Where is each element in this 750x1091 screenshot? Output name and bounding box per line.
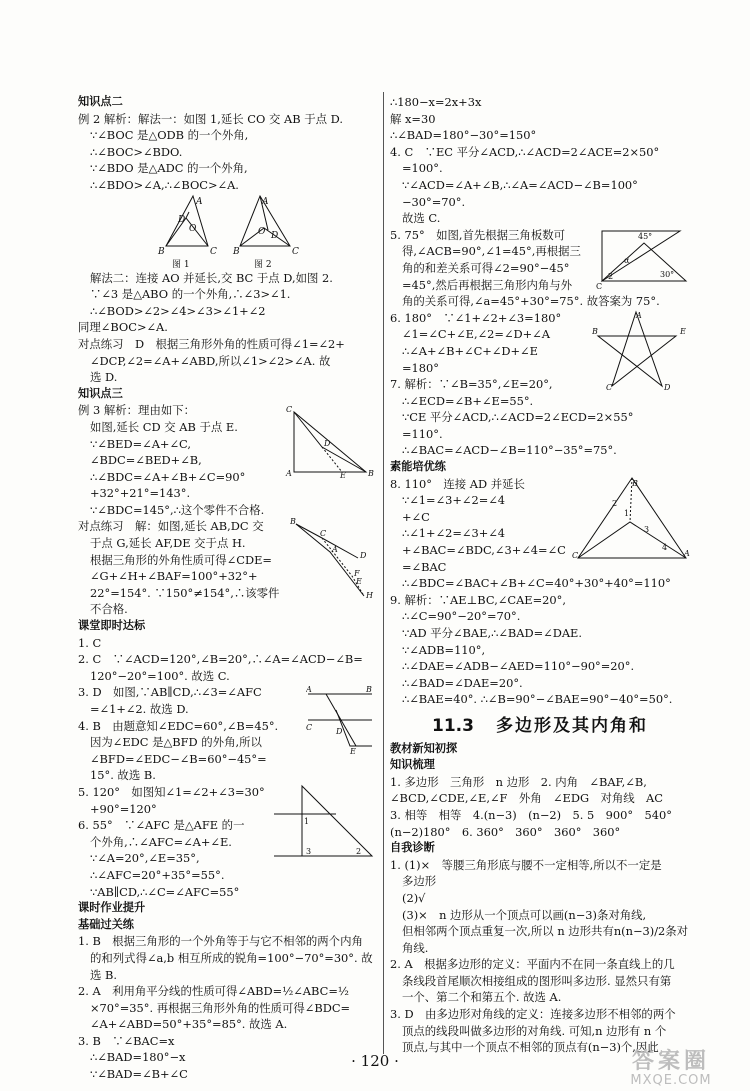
text-line: =∠BAC (402, 559, 447, 574)
text-line: ∵AD 平分∠BAE,∴∠BAD=∠DAE. (402, 626, 582, 640)
text-line: 5. 75° 如图,首先根据三角板数可 (390, 227, 565, 242)
heading-homework: 课时作业提升 (78, 901, 146, 915)
text-line: ∴∠ECD=∠B+∠E=55°. (402, 393, 534, 408)
text-line: ∵∠ADB=110°, (402, 642, 486, 657)
heading-knowledge-2: 知识点二 (78, 95, 123, 108)
text-line: 因为∠EDC 是△BFD 的外角,所以 (90, 735, 262, 750)
text-line: ∴∠BOC>∠BDO. (90, 144, 183, 159)
svg-text:H: H (366, 591, 373, 601)
text-line: 但相邻两个顶点重复一次,所以 n 边形共有n(n−3)/2条对 (402, 924, 689, 939)
figure-star (592, 310, 690, 390)
svg-text:A: A (684, 548, 690, 558)
svg-text:O: O (258, 226, 266, 237)
text-line: 4. B 由题意知∠EDC=60°,∠B=45°. (78, 718, 279, 733)
text-line: ∴∠BAD=180°−30°=150° (390, 128, 537, 143)
text-line: ∵∠ACD=∠A+∠B,∴∠A=∠ACD−∠B=100° (402, 177, 638, 192)
heading-new-knowledge: 教材新知初探 (390, 741, 458, 755)
heading-knowledge-3: 知识点三 (78, 386, 123, 400)
svg-text:B: B (158, 246, 165, 257)
text-line: 不合格. (90, 602, 128, 617)
text-line: ∴∠BAD=180°−x (90, 1050, 186, 1065)
fig2-caption: 图 2 (254, 259, 272, 270)
watermark-text: 答案圈 (631, 1049, 710, 1074)
text-line: =45°,然后再根据三角形内角与外 (402, 277, 573, 292)
text-line: ∵∠A=20°,∠E=35°, (90, 851, 200, 866)
text-line: ∵∠BDC=145°,∴这个零件不合格. (90, 502, 265, 517)
svg-text:B: B (632, 478, 638, 488)
svg-text:D: D (178, 214, 186, 225)
svg-text:C: C (606, 382, 613, 390)
text-line: ∠1=∠C+∠E,∠2=∠D+∠A (402, 327, 550, 342)
text-line: 4. C ∵EC 平分∠ACD,∴∠ACD=2∠ACE=2×50° (390, 144, 660, 159)
text-line: 5. 120° 如图知∠1=∠2+∠3=30° (78, 784, 265, 799)
text-line: +∠C (402, 509, 430, 524)
svg-text:A: A (306, 685, 312, 695)
text-line: 故选 C. (402, 211, 441, 226)
svg-text:C: C (572, 550, 579, 560)
text-line: 条线段首尾顺次相接组成的图形叫多边形. 显然只有第 (402, 973, 672, 988)
text-line: ∴∠BDO>∠A,∴∠BOC>∠A. (90, 177, 239, 192)
text-line: ∵∠BDO 是△ADC 的一个外角, (90, 161, 248, 176)
svg-text:C: C (292, 246, 299, 257)
figure-q3-q4 (306, 684, 376, 754)
text-line: 3. 相等 相等 4.(n−3) (n−2) 5. 5 900° 540° (390, 807, 672, 822)
figure-example-3 (284, 402, 376, 478)
text-line: 个外角,∴∠AFC=∠A+∠E. (90, 834, 232, 849)
figure-q5-q6 (272, 784, 376, 862)
text-line: 1. (1)× 等腰三角形底与腰不一定相等,所以不一定是 (390, 857, 662, 872)
svg-text:30°: 30° (660, 269, 675, 279)
text-line: ∴∠BAE=40°. ∴∠B=90°−∠BAE=90°−40°=50°. (402, 692, 673, 707)
text-line: 3. D 如图,∵AB∥CD,∴∠3=∠AFC (78, 685, 262, 700)
text-line: ∵∠BAD=∠B+∠C (90, 1067, 188, 1082)
svg-text:α: α (624, 255, 630, 265)
text-line: 1. C (78, 635, 102, 650)
svg-text:C: C (306, 723, 313, 733)
heading-enrichment: 素能培优练 (390, 460, 446, 474)
text-line: ∴∠AFC=20°+35°=55°. (90, 867, 225, 882)
text-line: 同理∠BOC>∠A. (78, 320, 168, 335)
watermark-url: MXQE.COM (630, 1073, 712, 1088)
svg-text:C: C (320, 529, 327, 539)
text-line: 120°−20°=100°. 故选 C. (90, 668, 230, 683)
text-line: 1. 多边形 三角形 n 边形 2. 内角 ∠BAF,∠B, (390, 774, 647, 789)
text-line: =∠1+∠2. 故选 D. (90, 702, 189, 716)
svg-text:2: 2 (608, 271, 614, 281)
svg-text:D: D (360, 551, 367, 561)
text-line: 22°=154°. ∵150°≠154°,∴该零件 (90, 585, 280, 600)
text-line: 多边形 (402, 874, 437, 889)
svg-text:2: 2 (356, 846, 362, 856)
text-line: ∵CE 平分∠ACD,∴∠ACD=2∠ECD=2×55° (402, 410, 634, 425)
text-line: ∠BFD=∠EDC−∠B=60°−45°= (90, 751, 267, 766)
text-line: 的和列式得∠a,b 相互所成的锐角=100°−70°=30°. 故 (90, 950, 373, 965)
text-line: ∵∠1=∠3+∠2=∠4 (402, 493, 506, 508)
text-line: 对点练习 D 根据三角形外角的性质可得∠1=∠2+ (78, 336, 345, 351)
svg-text:C: C (596, 281, 603, 289)
figure-practice-3 (290, 518, 376, 602)
text-line: +90°=120° (90, 801, 157, 816)
text-line: 6. 55° ∵∠AFC 是△AFE 的一 (78, 818, 245, 833)
text-line: ∴∠BAC=∠ACD−∠B=110°−35°=75°. (402, 443, 617, 458)
text-line: 6. 180° ∵∠1+∠2+∠3=180° (390, 310, 562, 325)
svg-text:45°: 45° (638, 231, 653, 241)
text-line: ∵∠BED=∠A+∠C, (90, 436, 191, 451)
text-line: 3. B ∵∠BAC=x (78, 1033, 175, 1048)
text-line: 顶点,与其中一个顶点不相邻的顶点有(n−3)个,因此 (402, 1040, 659, 1055)
svg-text:O: O (189, 223, 197, 234)
text-line: 一个、第二个和第五个. 故选 A. (402, 990, 562, 1005)
text-line: =110°. (402, 426, 443, 441)
text-line: ∠BCD,∠CDE,∠E,∠F 外角 ∠EDG 对角线 AC (390, 791, 663, 806)
text-line: ∴∠DAE=∠ADB−∠AED=110°−90°=20°. (402, 659, 635, 674)
text-line: (n−2)180° 6. 360° 360° 360° 360° (390, 824, 621, 839)
text-line: 角的和差关系可得∠2=90°−45° (402, 260, 570, 275)
text-line: 2. C ∵∠ACD=120°,∠B=20°,∴∠A=∠ACD−∠B= (78, 652, 363, 667)
text-line: ∠A+∠ABD=50°+35°=85°. 故选 A. (90, 1017, 288, 1032)
text-line: 选 B. (90, 967, 118, 982)
svg-text:4: 4 (662, 542, 668, 552)
svg-text:A: A (196, 196, 203, 207)
text-line: =100°. (402, 161, 443, 176)
column-divider (383, 92, 384, 1054)
svg-text:B: B (368, 469, 374, 479)
text-line: −30°=70°. (402, 194, 466, 209)
text-line: 解法二：连接 AO 并延长,交 BC 于点 D,如图 2. (90, 270, 333, 285)
text-line: ∴∠BDC=∠BAC+∠B+∠C=40°+30°+40°=110° (402, 576, 671, 591)
text-line: 于点 G,延长 AF,DE 交于点 H. (90, 536, 246, 551)
text-line: +32°+21°=143°. (90, 486, 191, 501)
text-line: ∵∠BOC 是△ODB 的一个外角, (90, 128, 249, 143)
section-number: 11.3 (432, 715, 474, 736)
page-number: · 120 · (351, 1052, 399, 1070)
svg-text:D: D (336, 727, 343, 737)
text-line: 例 3 解析：理由如下： (78, 403, 196, 418)
svg-text:A: A (636, 310, 642, 320)
text-line: 8. 110° 连接 AD 并延长 (390, 476, 525, 491)
svg-text:3: 3 (306, 846, 312, 856)
figures-1-2 (78, 194, 376, 270)
text-line: 3. D 由多边形对角线的定义：连接多边形不相邻的两个 (390, 1007, 676, 1022)
section-title (390, 715, 690, 736)
watermark-logo (606, 1050, 736, 1088)
text-line: 解 x=30 (390, 111, 436, 126)
svg-text:B: B (592, 326, 598, 336)
text-line: (2)√ (402, 890, 426, 905)
text-line: 角的关系可得,∠a=45°+30°=75°. 故答案为 75°. (402, 294, 660, 309)
svg-text:D: D (664, 382, 671, 390)
svg-text:C: C (210, 246, 217, 257)
svg-text:E: E (350, 747, 356, 755)
text-line: 根据三角形的外角性质可得∠CDE= (90, 552, 272, 567)
text-line: ×70°=35°. 再根据三角形外角的性质可得∠BDC= (90, 1000, 351, 1015)
text-line: =180° (402, 360, 439, 375)
svg-text:E: E (680, 326, 686, 336)
text-line: 15°. 故选 B. (90, 768, 156, 783)
text-line: ∴∠BAD=∠DAE=20°. (402, 675, 523, 690)
svg-text:D: D (324, 439, 331, 449)
text-line: 2. A 利用角平分线的性质可得∠ABD=½∠ABC=½ (78, 984, 349, 999)
right-column (390, 94, 690, 1056)
heading-self-check: 自我诊断 (390, 841, 435, 855)
fig1-caption: 图 1 (172, 259, 190, 270)
text-line: ∴∠BOD>∠2>∠4>∠3>∠1+∠2 (90, 303, 266, 318)
svg-text:E: E (356, 577, 362, 587)
figure-q8 (572, 476, 690, 560)
text-line: 顶点的线段叫做多边形的对角线. 可知,n 边形有 n 个 (402, 1023, 667, 1038)
svg-text:B: B (366, 685, 372, 695)
text-line: ∴180−x=2x+3x (390, 95, 482, 109)
svg-text:1: 1 (624, 508, 630, 518)
svg-text:A: A (262, 196, 269, 207)
text-line: ∴∠C=90°−20°=70°. (402, 609, 521, 624)
left-column (78, 94, 376, 1083)
text-line: 选 D. (90, 370, 118, 385)
svg-text:D: D (271, 230, 279, 241)
text-line: ∴∠BDC=∠A+∠B+∠C=90° (90, 469, 246, 484)
svg-text:F: F (354, 569, 360, 579)
svg-text:1: 1 (304, 816, 310, 826)
figure-q5-right (594, 227, 690, 289)
text-line: ∵∠3 是△ABO 的一个外角,∴∠3>∠1. (90, 287, 291, 302)
text-line: 如图,延长 CD 交 AB 于点 E. (90, 419, 238, 434)
svg-text:3: 3 (644, 524, 650, 534)
text-line: ∠G+∠H+∠BAF=100°+32°+ (90, 569, 258, 584)
text-line: +∠BAC=∠BDC,∠3+∠4=∠C (402, 543, 566, 558)
heading-class-practice: 课堂即时达标 (78, 619, 146, 633)
text-line: ∠DCP,∠2=∠A+∠ABD,所以∠1>∠2>∠A. 故 (90, 353, 331, 368)
heading-knowledge-summary: 知识梳理 (390, 758, 435, 772)
svg-text:B: B (233, 246, 240, 257)
text-line: ∠BDC=∠BED+∠B, (90, 453, 202, 468)
section-name: 多边形及其内角和 (495, 715, 648, 736)
heading-basic: 基础过关练 (78, 917, 134, 931)
text-line: ∴∠1+∠2=∠3+∠4 (402, 526, 506, 541)
text-line: (3)× n 边形从一个顶点可以画(n−3)条对角线, (402, 907, 647, 922)
text-line: 例 2 解析：解法一：如图 1,延长 CO 交 AB 于点 D. (78, 111, 343, 126)
text-line: 9. 解析：∵AE⊥BC,∠CAE=20°, (390, 592, 566, 607)
svg-text:B: B (290, 518, 296, 527)
svg-text:A: A (286, 469, 292, 479)
text-line: 得,∠ACB=90°,∠1=45°,再根据三 (402, 244, 581, 259)
svg-text:A: A (332, 545, 338, 555)
text-line: 角线. (402, 940, 429, 955)
svg-text:C: C (286, 405, 293, 415)
text-line: 1. B 根据三角形的一个外角等于与它不相邻的两个内角 (78, 934, 363, 949)
text-line: 7. 解析：∵∠B=35°,∠E=20°, (390, 377, 553, 392)
text-line: ∵AB∥CD,∴∠C=∠AFC=55° (90, 884, 240, 899)
text-line: ∴∠A+∠B+∠C+∠D+∠E (402, 343, 538, 358)
svg-text:2: 2 (612, 498, 618, 508)
text-line: 2. A 根据多边形的定义：平面内不在同一条直线上的几 (390, 957, 675, 972)
text-line: 对点练习 解：如图,延长 AB,DC 交 (78, 519, 264, 534)
svg-text:E: E (340, 471, 346, 479)
